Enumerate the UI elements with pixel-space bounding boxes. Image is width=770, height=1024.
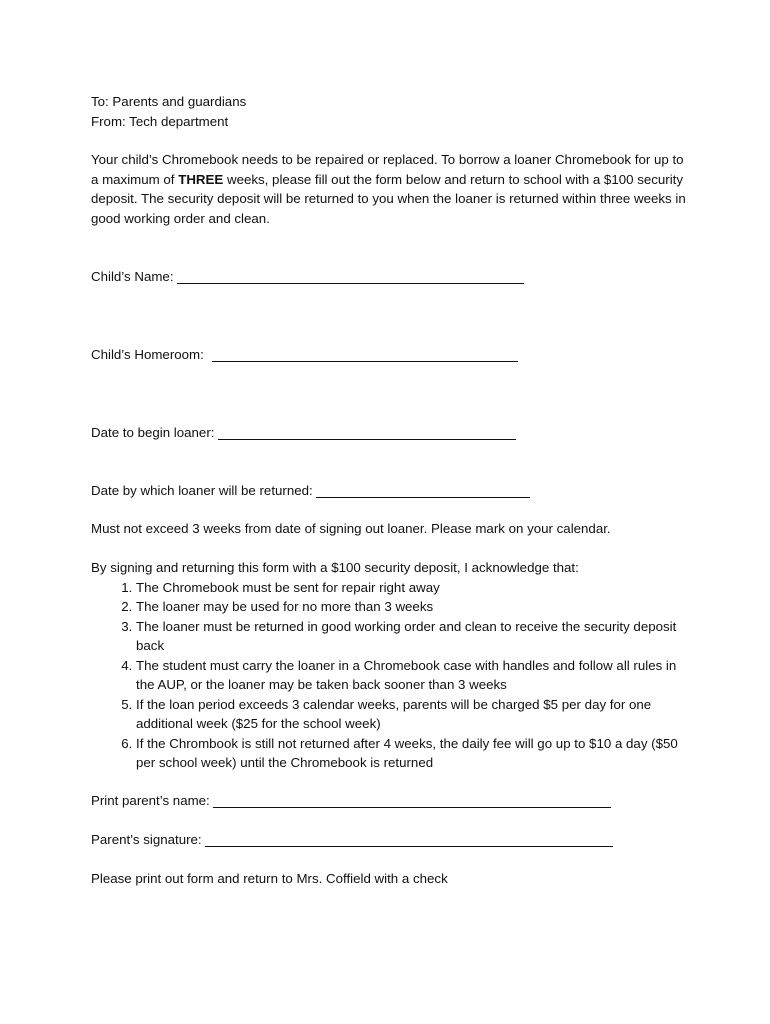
begin-date-input[interactable] [218,425,516,440]
parent-name-label: Print parent’s name: [91,793,210,808]
acknowledge-intro: By signing and returning this form with a $100 security deposit, I acknowledge that: [91,560,579,575]
list-item: 4. The student must carry the loaner in a Chromebook case with handles and follow all rules in the AUP, or the loaner may be taken back sooner than 3 weeks [136,656,686,695]
child-name-label: Child’s Name: [91,269,174,284]
intro-text-1: Your child’s Chromebook needs to be repaired or replaced. To borrow a loaner Chromebook for up to a maximum of [91,152,684,187]
parent-name-field [91,791,691,811]
list-item: 3. The loaner must be returned in good working order and clean to receive the security deposit back [136,617,686,656]
acknowledge-section [91,558,686,773]
letter-header [91,92,691,131]
child-name-field [91,267,691,287]
return-date-field [91,481,691,501]
return-date-label: Date by which loaner will be returned: [91,483,313,498]
from-line: From: Tech department [91,113,229,129]
to-line: To: Parents and guardians [91,94,247,109]
list-item: 2. The loaner may be used for no more than 3 weeks [136,597,686,617]
list-item: 1. The Chromebook must be sent for repair right away [136,578,686,598]
signature-label: Parent’s signature: [91,832,202,847]
parent-name-input[interactable] [213,793,611,808]
child-name-input[interactable] [177,269,524,284]
footer-text: Please print out form and return to Mrs. Coffield with a check [91,871,448,886]
intro-bold: THREE [178,171,224,187]
return-date-input[interactable] [316,483,530,498]
intro-text-2: weeks, please fill out the form below and return to school with a $100 security deposit. The security deposit will be returned to you when the loaner is returned within three weeks in good working order and clean. [91,171,686,226]
homeroom-field [91,345,691,365]
list-item: 6. If the Chrombook is still not returned after 4 weeks, the daily fee will go up to $10 a day ($50 per school week) until the Chromebook is returned [136,734,686,773]
homeroom-input[interactable] [212,347,518,362]
signature-input[interactable] [205,832,613,847]
list-item: 5. If the loan period exceeds 3 calendar weeks, parents will be charged $5 per day for one additional week ($25 for the school week) [136,695,686,734]
notice-line [91,519,691,539]
intro-paragraph [91,150,686,228]
begin-date-label: Date to begin loaner: [91,425,215,440]
homeroom-label: Child’s Homeroom: [91,347,204,362]
footer-line [91,869,691,889]
notice-text: Must not exceed 3 weeks from date of signing out loaner. Please mark on your calendar. [91,521,611,536]
begin-date-field [91,423,691,443]
signature-field [91,830,691,850]
acknowledge-list [91,578,686,773]
